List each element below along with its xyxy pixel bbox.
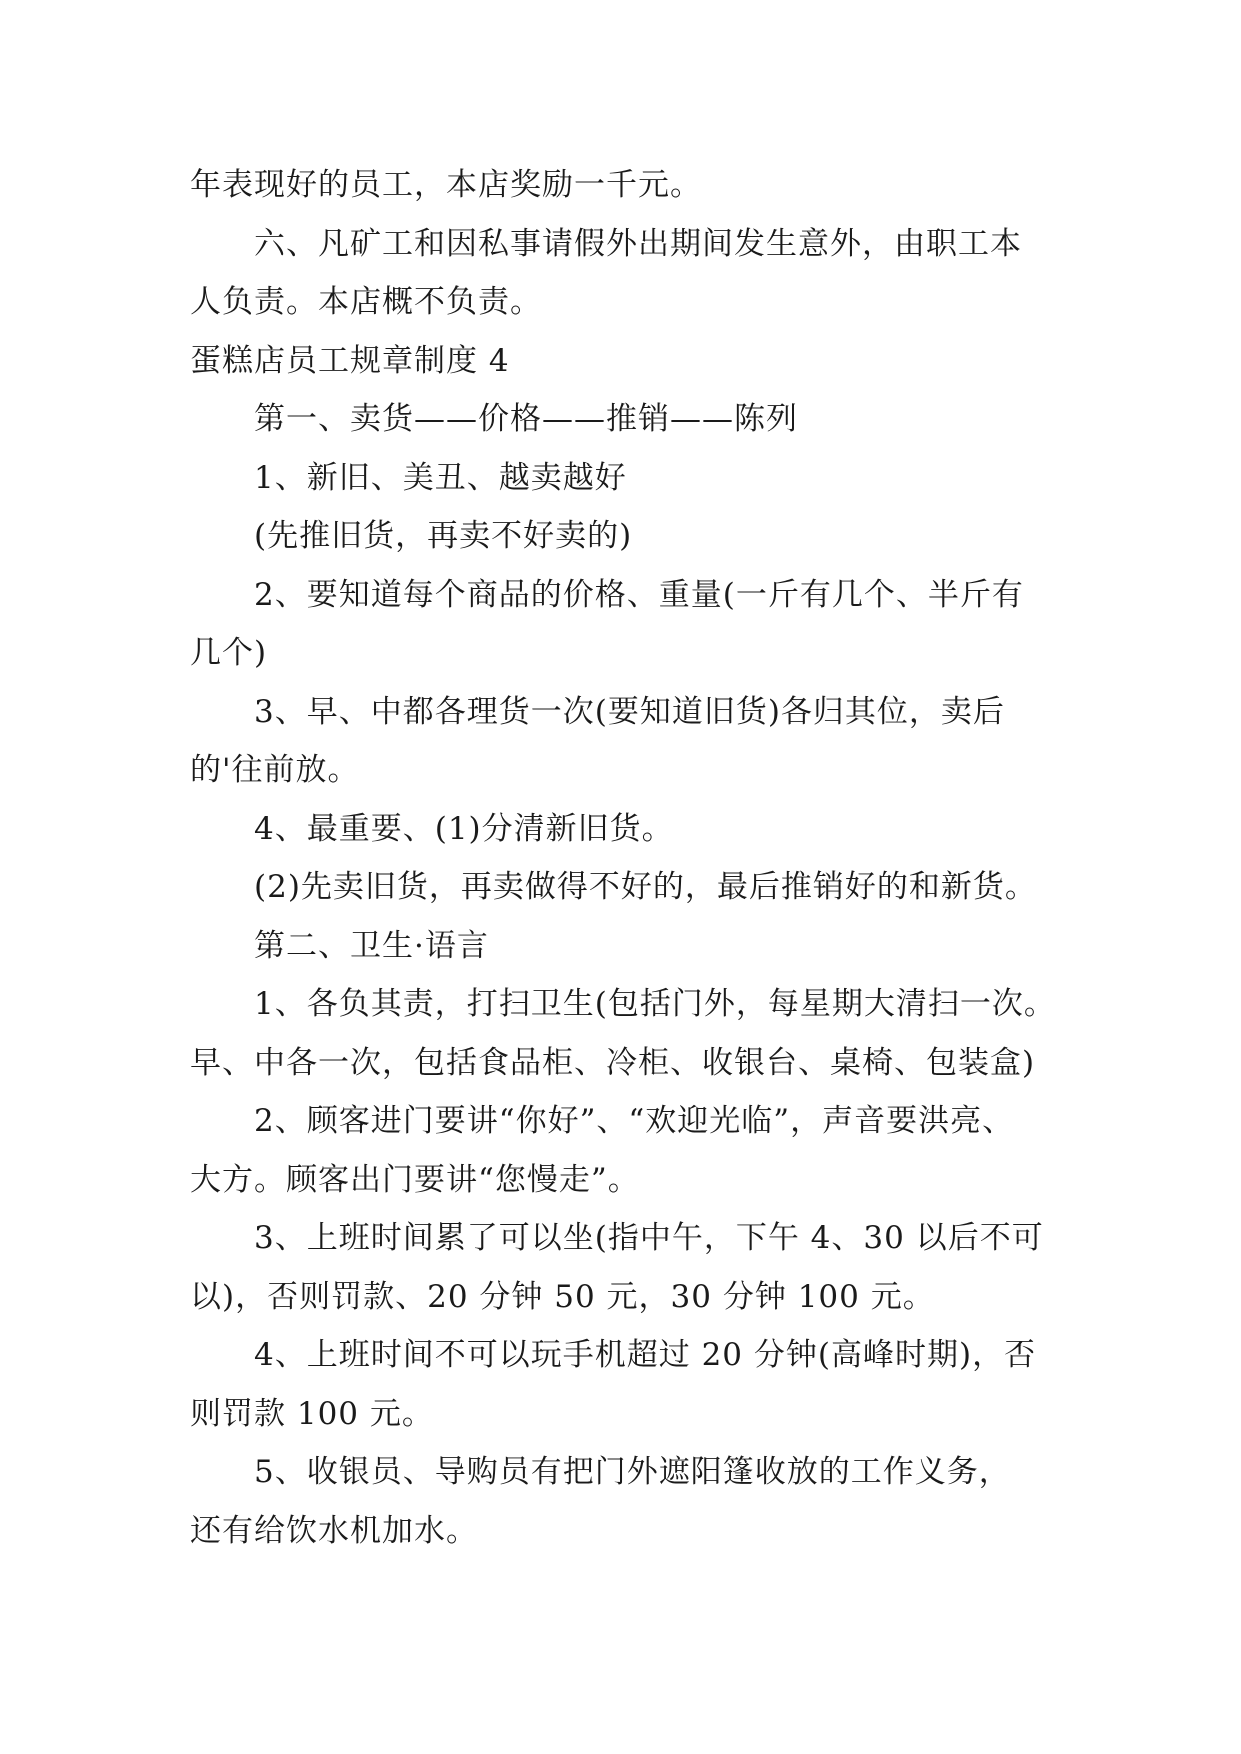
- text-line: 4、最重要、(1)分清新旧货。: [254, 810, 674, 847]
- text-line: 4、上班时间不可以玩手机超过 20 分钟(高峰时期)，否: [254, 1337, 1037, 1373]
- text-line: 大方。顾客出门要讲“您慢走”。: [190, 1161, 640, 1198]
- text-line: (2)先卖旧货，再卖做得不好的，最后推销好的和新货。: [254, 869, 1037, 905]
- text-line: 则罚款 100 元。: [190, 1395, 434, 1432]
- text-line: 1、各负其责，打扫卫生(包括门外，每星期大清扫一次。: [254, 986, 1056, 1022]
- section-heading: 蛋糕店员工规章制度 4: [190, 342, 510, 379]
- document-body: [190, 156, 1070, 1560]
- text-line: 5、收银员、导购员有把门外遮阳篷收放的工作义务，: [254, 1454, 1011, 1490]
- text-line: 年表现好的员工，本店奖励一千元。: [190, 167, 702, 203]
- text-line: 的'往前放。: [190, 752, 360, 788]
- text-line: (先推旧货，再卖不好卖的): [254, 518, 633, 554]
- text-line: 2、顾客进门要讲“你好”、“欢迎光临”，声音要洪亮、: [254, 1103, 1015, 1139]
- text-line: 2、要知道每个商品的价格、重量(一斤有几个、半斤有: [254, 576, 1024, 613]
- text-line: 第一、卖货——价格——推销——陈列: [254, 401, 798, 437]
- text-line: 几个): [190, 635, 268, 671]
- text-line: 第二、卫生·语言: [254, 927, 489, 964]
- text-line: 人负责。本店概不负责。: [190, 284, 542, 320]
- text-line: 还有给饮水机加水。: [190, 1512, 478, 1549]
- text-line: 六、凡矿工和因私事请假外出期间发生意外，由职工本: [254, 225, 1022, 262]
- text-line: 3、上班时间累了可以坐(指中午，下午 4、30 以后不可: [254, 1220, 1044, 1256]
- text-line: 3、早、中都各理货一次(要知道旧货)各归其位，卖后: [254, 693, 1005, 730]
- text-line: 1、新旧、美丑、越卖越好: [254, 459, 627, 496]
- text-line: 早、中各一次，包括食品柜、冷柜、收银台、桌椅、包装盒): [190, 1044, 1036, 1081]
- text-line: 以)，否则罚款、20 分钟 50 元，30 分钟 100 元。: [190, 1278, 935, 1315]
